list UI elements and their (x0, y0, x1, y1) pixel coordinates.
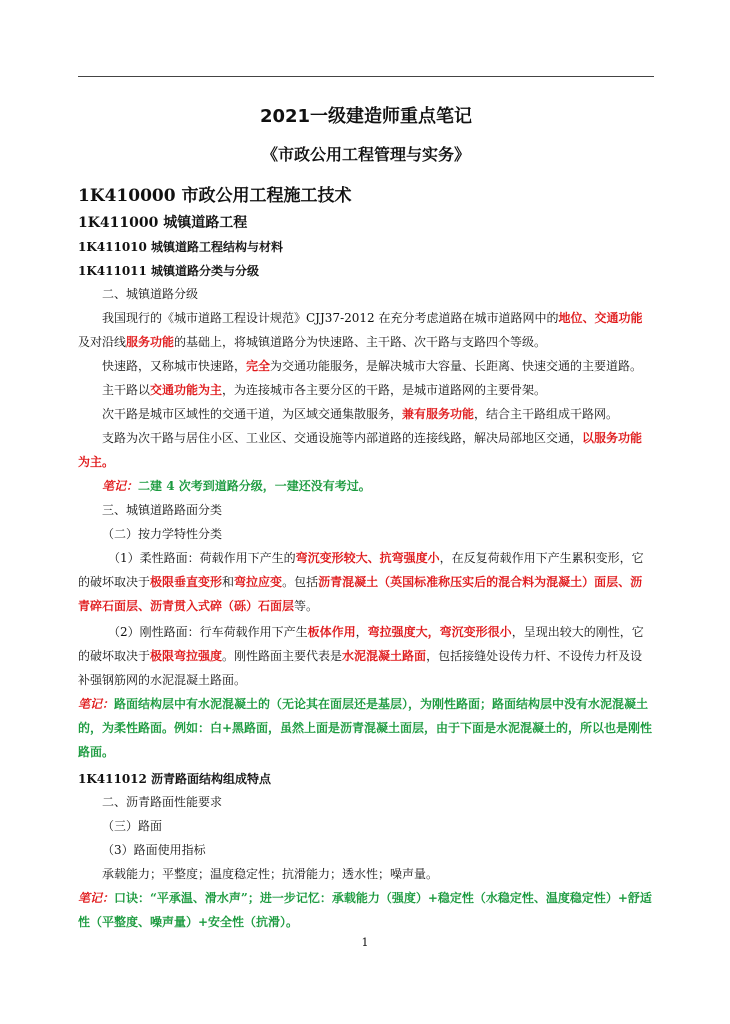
chapter-heading: 1K410000 市政公用工程施工技术 (78, 186, 352, 206)
note-label: 笔记： (78, 891, 115, 905)
s2-paragraph-rigid: （2）刚性路面：行车荷载作用下产生板体作用，弯拉强度大，弯沉变形很小，呈现出较大的刚性，它的破坏取决于极限弯拉强度。刚性路面主要代表是水泥混凝土路面，包括接缝处设传力杆、不设传力杆及设补强钢筋网的水泥混凝土路面。 (78, 625, 644, 687)
s1-paragraph-2: 快速路，又称城市快速路，完全为交通功能服务，是解决城市大容量、长距离、快速交通的主要道路。 (102, 359, 643, 373)
s3-subheading-2: （3）路面使用指标 (102, 843, 206, 857)
header-rule (78, 76, 654, 77)
document-subtitle: 《市政公用工程管理与实务》 (261, 145, 470, 164)
section-heading: 1K411000 城镇道路工程 (78, 215, 248, 231)
note-label: 笔记： (102, 479, 139, 493)
page-number: 1 (361, 936, 369, 949)
s1-note: 笔记：二建 4 次考到道路分级，一建还没有考过。 (102, 479, 371, 493)
subsection-heading: 1K411010 城镇道路工程结构与材料 (78, 240, 284, 254)
s2-heading: 三、城镇道路路面分类 (102, 503, 223, 517)
s1-paragraph-5: 支路为次干路与居住小区、工业区、交通设施等内部道路的连接线路，解决局部地区交通，以服务功能为主。 (78, 431, 643, 469)
s1-paragraph-3: 主干路以交通功能为主，为连接城市各主要分区的干路，是城市道路网的主要骨架。 (102, 383, 547, 397)
s2-subheading: （二）按力学特性分类 (102, 527, 223, 541)
s3-subheading-1: （三）路面 (102, 819, 163, 833)
s2-note: 笔记：路面结构层中有水泥混凝土的（无论其在面层还是基层），为刚性路面；路面结构层中没有水泥混凝土的，为柔性路面。例如：白+黑路面，虽然上面是沥青混凝土面层，由于下面是水泥混凝土的，所以也是刚性路面。 (78, 697, 653, 759)
s2-paragraph-flexible: （1）柔性路面：荷载作用下产生的弯沉变形较大、抗弯强度小，在反复荷载作用下产生累积变形，它的破坏取决于极限垂直变形和弯拉应变。包括沥青混凝土（英国标准称压实后的混合料为混凝土）面层、沥青碎石面层、沥青贯入式碎（砾）石面层等。 (78, 551, 644, 613)
s1-paragraph-1: 我国现行的《城市道路工程设计规范》CJJ37-2012 在充分考虑道路在城市道路网中的地位、交通功能及对沿线服务功能的基础上，将城镇道路分为快速路、主干路、次干路与支路四个等级。 (78, 311, 643, 349)
s1-heading: 二、城镇道路分级 (102, 287, 199, 301)
topic-heading: 1K411011 城镇道路分类与分级 (78, 264, 260, 278)
s3-heading: 二、沥青路面性能要求 (102, 795, 223, 809)
document-title: 2021一级建造师重点笔记 (259, 106, 473, 127)
note-label: 笔记： (78, 697, 115, 711)
topic-heading-asphalt: 1K411012 沥青路面结构组成特点 (78, 772, 272, 786)
s3-paragraph: 承载能力；平整度；温度稳定性；抗滑能力；透水性；噪声量。 (102, 867, 439, 881)
s3-note: 笔记：口诀：“平承温、滑水声”；进一步记忆：承载能力（强度）+稳定性（水稳定性、温度稳定性）+舒适性（平整度、噪声量）+安全性（抗滑）。 (78, 891, 652, 929)
s1-paragraph-4: 次干路是城市区域性的交通干道，为区域交通集散服务，兼有服务功能，结合主干路组成干路网。 (102, 407, 619, 421)
